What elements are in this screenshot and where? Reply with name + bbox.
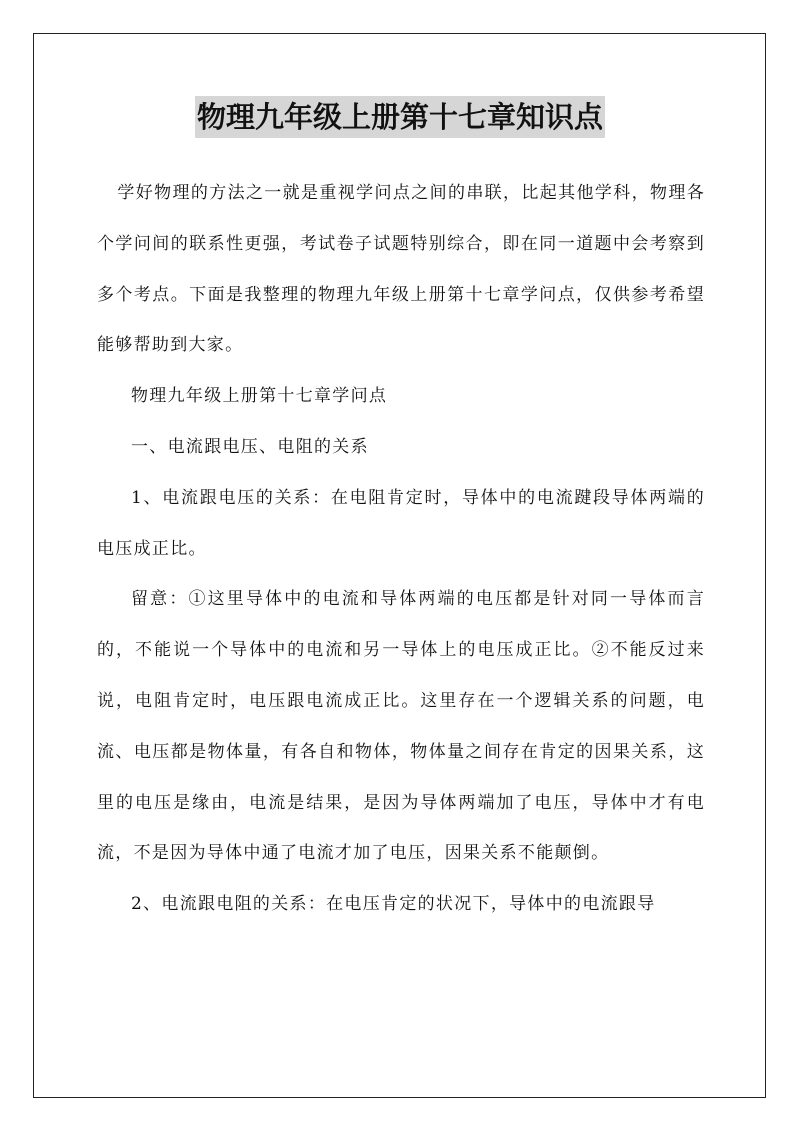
- section-heading: 物理九年级上册第十七章学问点: [131, 386, 388, 407]
- intro-paragraph: 学好物理的方法之一就是重视学问点之间的串联，比起其他学科，物理各个学问间的联系性更强，考试卷子试题特别综合，即在同一道题中会考察到多个考点。下面是我整理的物理九年级上册第十七章学问点，仅供参考希望能够帮助到大家。: [97, 183, 705, 356]
- point-1-paragraph: 1、电流跟电压的关系：在电阻肯定时，导体中的电流踺段导体两端的电压成正比。: [97, 487, 705, 559]
- document-title: 物理九年级上册第十七章知识点: [195, 96, 605, 138]
- document-body: [97, 168, 705, 930]
- title-container: [0, 96, 800, 138]
- note-paragraph: 留意：①这里导体中的电流和导体两端的电压都是针对同一导体而言的，不能说一个导体中的电流和另一导体上的电压成正比。②不能反过来说，电阻肯定时，电压跟电流成正比。这里存在一个逻辑关系的问题，电流、电压都是物体量，有各自和物体，物体量之间存在肯定的因果关系，这里的电压是缘由，电流是结果，是因为导体两端加了电压，导体中才有电流，不是因为导体中通了电流才加了电压，因果关系不能颠倒。: [97, 589, 705, 864]
- subsection-heading: 一、电流跟电压、电阻的关系: [131, 436, 369, 457]
- point-2-paragraph: 2、电流跟电阻的关系：在电压肯定的状况下，导体中的电流跟导: [131, 894, 656, 915]
